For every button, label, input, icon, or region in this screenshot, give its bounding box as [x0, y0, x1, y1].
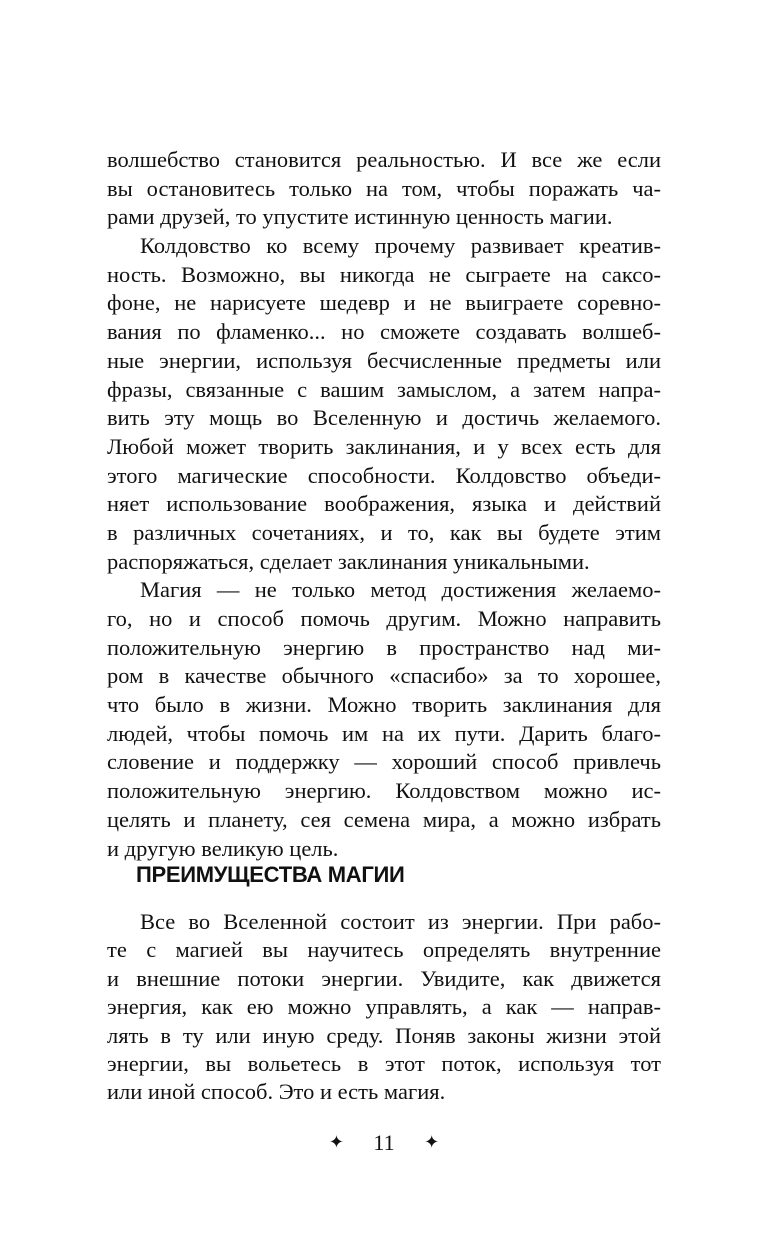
text-line: положительную энергию в пространство над ми-	[107, 634, 661, 660]
text-line: ром в качестве обычного «спасибо» за то хорошее,	[107, 663, 661, 689]
text-line: в различных сочетаниях, и то, как вы будете этим	[107, 519, 661, 545]
star-ornament-icon: ✦	[328, 1132, 344, 1153]
text-line: людей, чтобы помочь им на их пути. Дарить благо-	[107, 720, 661, 746]
text-line: рами друзей, то упустите истинную ценность магии.	[107, 204, 613, 230]
text-line: или иной способ. Это и есть магия.	[107, 1079, 446, 1105]
text-line: этого магические способности. Колдовство объеди-	[107, 462, 661, 488]
text-line: го, но и способ помочь другим. Можно направить	[107, 606, 661, 631]
section-heading: ПРЕИМУЩЕСТВА МАГИИ	[136, 862, 405, 887]
body-text-bottom	[107, 908, 661, 1107]
text-line: положительную энергию. Колдовством можно ис-	[107, 778, 661, 804]
text-line: распоряжаться, сделает заклинания уникальными.	[107, 548, 590, 574]
text-line: вы остановитесь только на том, чтобы поражать ча-	[107, 175, 661, 201]
page-number: 11	[373, 1129, 395, 1155]
text-line: энергии, вы вольетесь в этот поток, используя тот	[107, 1050, 661, 1076]
text-line: вить эту мощь во Вселенную и достичь желаемого.	[107, 405, 661, 431]
text-line: ность. Возможно, вы никогда не сыграете на саксо-	[107, 261, 661, 287]
text-line: ные энергии, используя бесчисленные предметы или	[107, 347, 661, 373]
text-line: Колдовство ко всему прочему развивает креатив-	[140, 233, 661, 259]
text-line: и другую великую цель.	[107, 835, 339, 861]
text-line: энергия, как ею можно управлять, а как — направ-	[107, 994, 661, 1020]
body-text-top	[107, 146, 661, 863]
text-line: и внешние потоки энергии. Увидите, как движется	[107, 965, 661, 991]
text-line: словение и поддержку — хороший способ привлечь	[107, 749, 661, 775]
text-line: Любой может творить заклинания, и у всех есть для	[107, 433, 661, 459]
text-line: няет использование воображения, языка и действий	[107, 491, 661, 517]
star-ornament-icon: ✦	[424, 1132, 440, 1153]
text-line: Магия — не только метод достижения желаемо-	[140, 577, 661, 603]
text-line: фоне, не нарисуете шедевр и не выиграете соревно-	[107, 290, 661, 316]
text-line: фразы, связанные с вашим замыслом, а затем напра-	[107, 376, 661, 402]
text-line: вания по фламенко... но сможете создавать волшеб-	[107, 319, 661, 345]
text-line: Все во Вселенной состоит из энергии. При рабо-	[140, 909, 661, 934]
page-footer	[0, 1128, 768, 1156]
text-line: волшебство становится реальностью. И все же если	[107, 147, 661, 172]
text-line: лять в ту или иную среду. Поняв законы жизни этой	[107, 1022, 661, 1048]
text-line: целять и планету, сея семена мира, а можно избрать	[107, 806, 661, 832]
text-line: что было в жизни. Можно творить заклинания для	[107, 692, 661, 718]
text-line: те с магией вы научитесь определять внутренние	[107, 937, 661, 963]
